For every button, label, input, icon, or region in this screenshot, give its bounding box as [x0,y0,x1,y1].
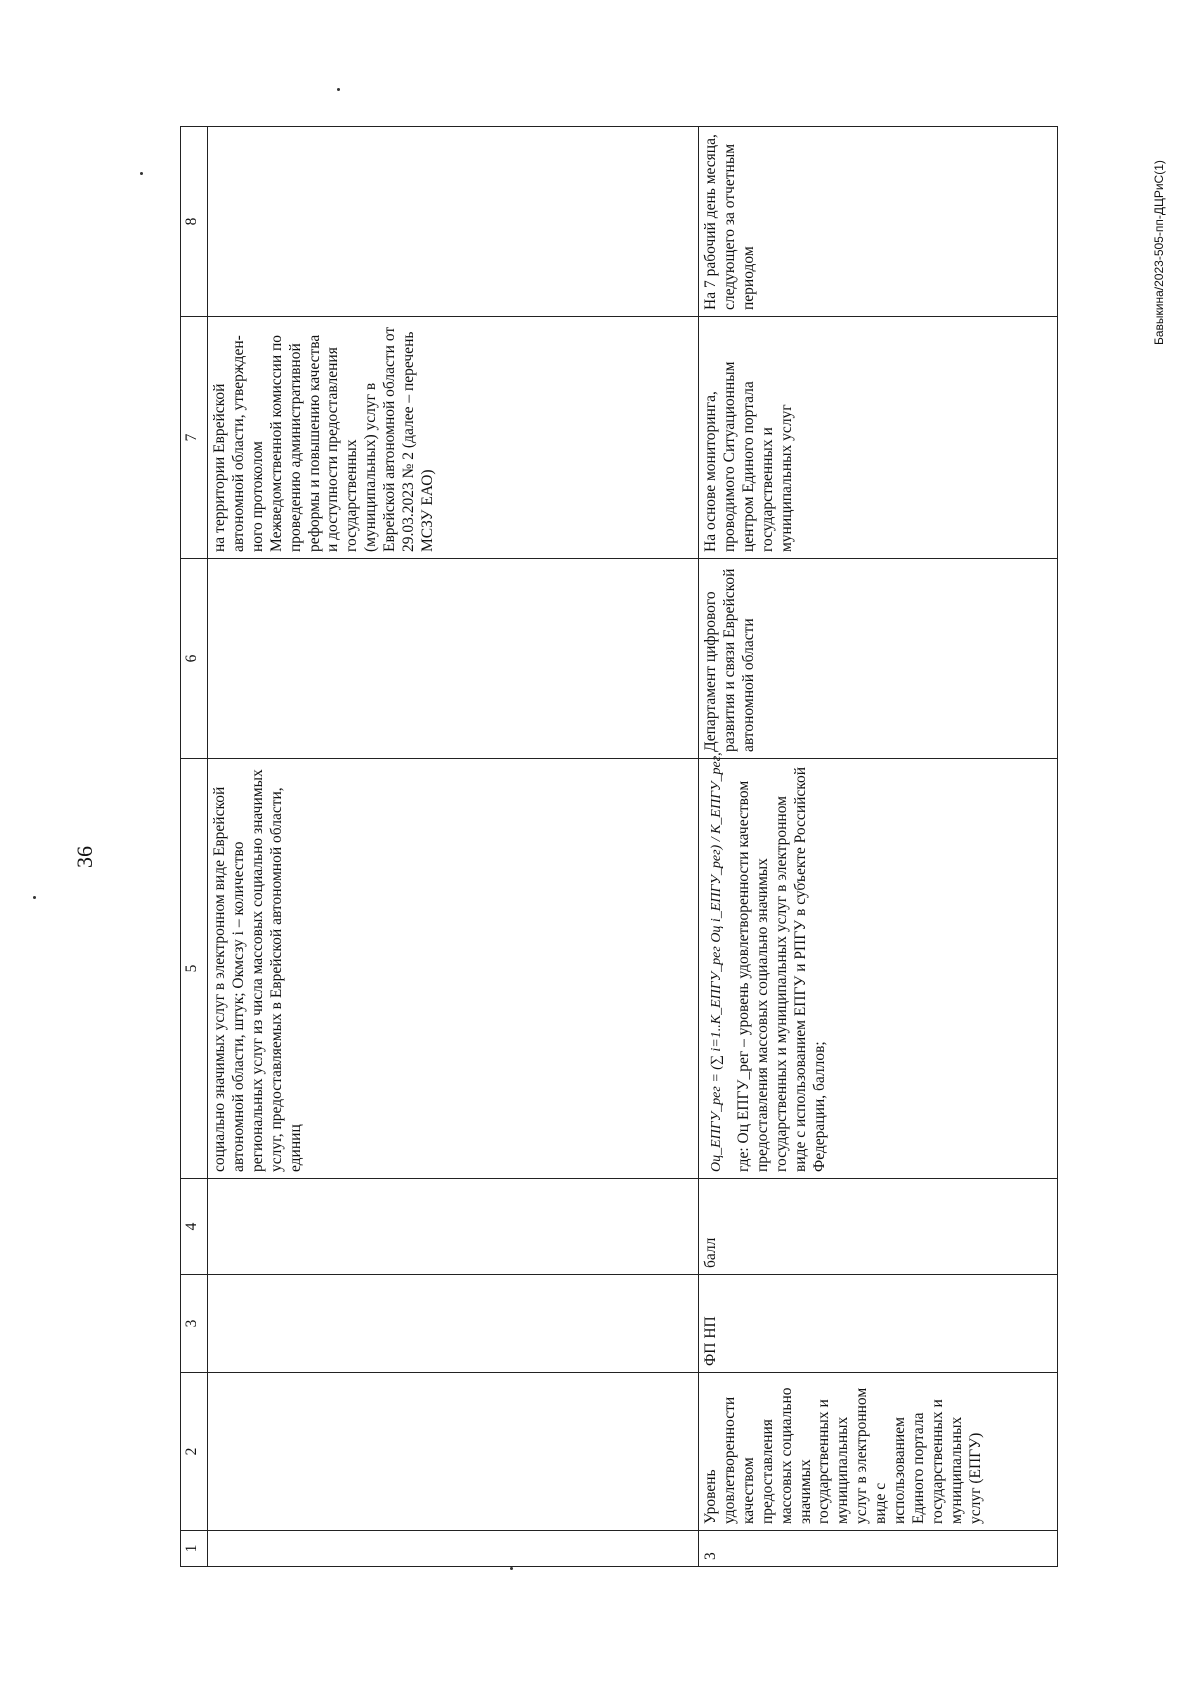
cell-r1-c4 [208,1179,699,1275]
cell-r1-c1 [208,1531,699,1567]
cell-r1-c3 [208,1275,699,1373]
scan-speck [140,172,143,175]
cell-r2-responsible: Департамент цифрового развития и связи Еврейской автономной области [699,559,1058,759]
cell-r1-c5: социально значимых услуг в электронном виде Еврейской автономной области, штук; Окмсзу i – количество региональных услуг из числа массовых социально значимых услуг, предоставляемых в Еврейской автономной области, единиц [208,759,699,1179]
cell-r2-indicator-name: Уровень удовлетворенности качеством предоставления массовых социально значимых государственных и муниципальных услуг в электронном виде с использованием Единого портала государственных и муниципальных услуг (ЕПГУ) [699,1373,1058,1531]
header-col-3: 3 [181,1275,208,1373]
header-col-7: 7 [181,317,208,559]
cell-r1-c7: на территории Еврейской автономной области, утвержден-ного протоколом Межведомственной комиссии по проведению административной реформы и повышению качества и доступности предоставления государственных (муниципальных) услуг в Еврейской автономной области от 29.03.2023 № 2 (далее – перечень МСЗУ ЕАО) [208,317,699,559]
table-header-row [181,127,208,1567]
cell-r2-deadline: На 7 рабочий день месяца, следующего за отчетным периодом [699,127,1058,317]
rotated-table-container [180,127,1058,1567]
header-col-2: 2 [181,1373,208,1531]
scan-speck [33,896,36,899]
header-col-8: 8 [181,127,208,317]
cell-r1-c8 [208,127,699,317]
indicators-table [180,126,1058,1567]
cell-r1-c2 [208,1373,699,1531]
table-row-3 [699,127,1058,1567]
cell-r2-method [699,752,1058,1179]
header-col-4: 4 [181,1179,208,1275]
cell-r2-unit: балл [699,1179,1058,1275]
cell-r2-source: ФП НП [699,1275,1058,1373]
formula-explanation: где: Оц ЕПГУ_рег – уровень удовлетворенности качеством предоставления массовых социально значимых государственных и муниципальных услуг в электронном виде с использованием ЕПГУ и РПГУ в субъекте Российской Федерации, баллов; [735,766,828,1172]
scan-speck [510,1567,513,1570]
header-col-6: 6 [181,559,208,759]
cell-r1-c6 [208,559,699,759]
cell-r2-number: 3 [699,1531,1058,1567]
header-col-1: 1 [181,1531,208,1567]
page-number: 36 [72,846,97,868]
header-col-5: 5 [181,759,208,1179]
scan-speck [337,88,340,91]
cell-r2-data-source: На основе мониторинга, проводимого Ситуационным центром Единого портала государственных и муниципальных услуг [699,317,1058,559]
formula: Оц_ЕПГУ_рег = (∑ i=1..K_ЕПГУ_рег Оц i_ЕПГУ_рег) / K_ЕПГУ_рег, [709,752,724,1172]
document-reference: Бавыкина/2023-505-пп-ДЦРиС(1) [1152,160,1166,345]
table-row-continuation [208,127,699,1567]
